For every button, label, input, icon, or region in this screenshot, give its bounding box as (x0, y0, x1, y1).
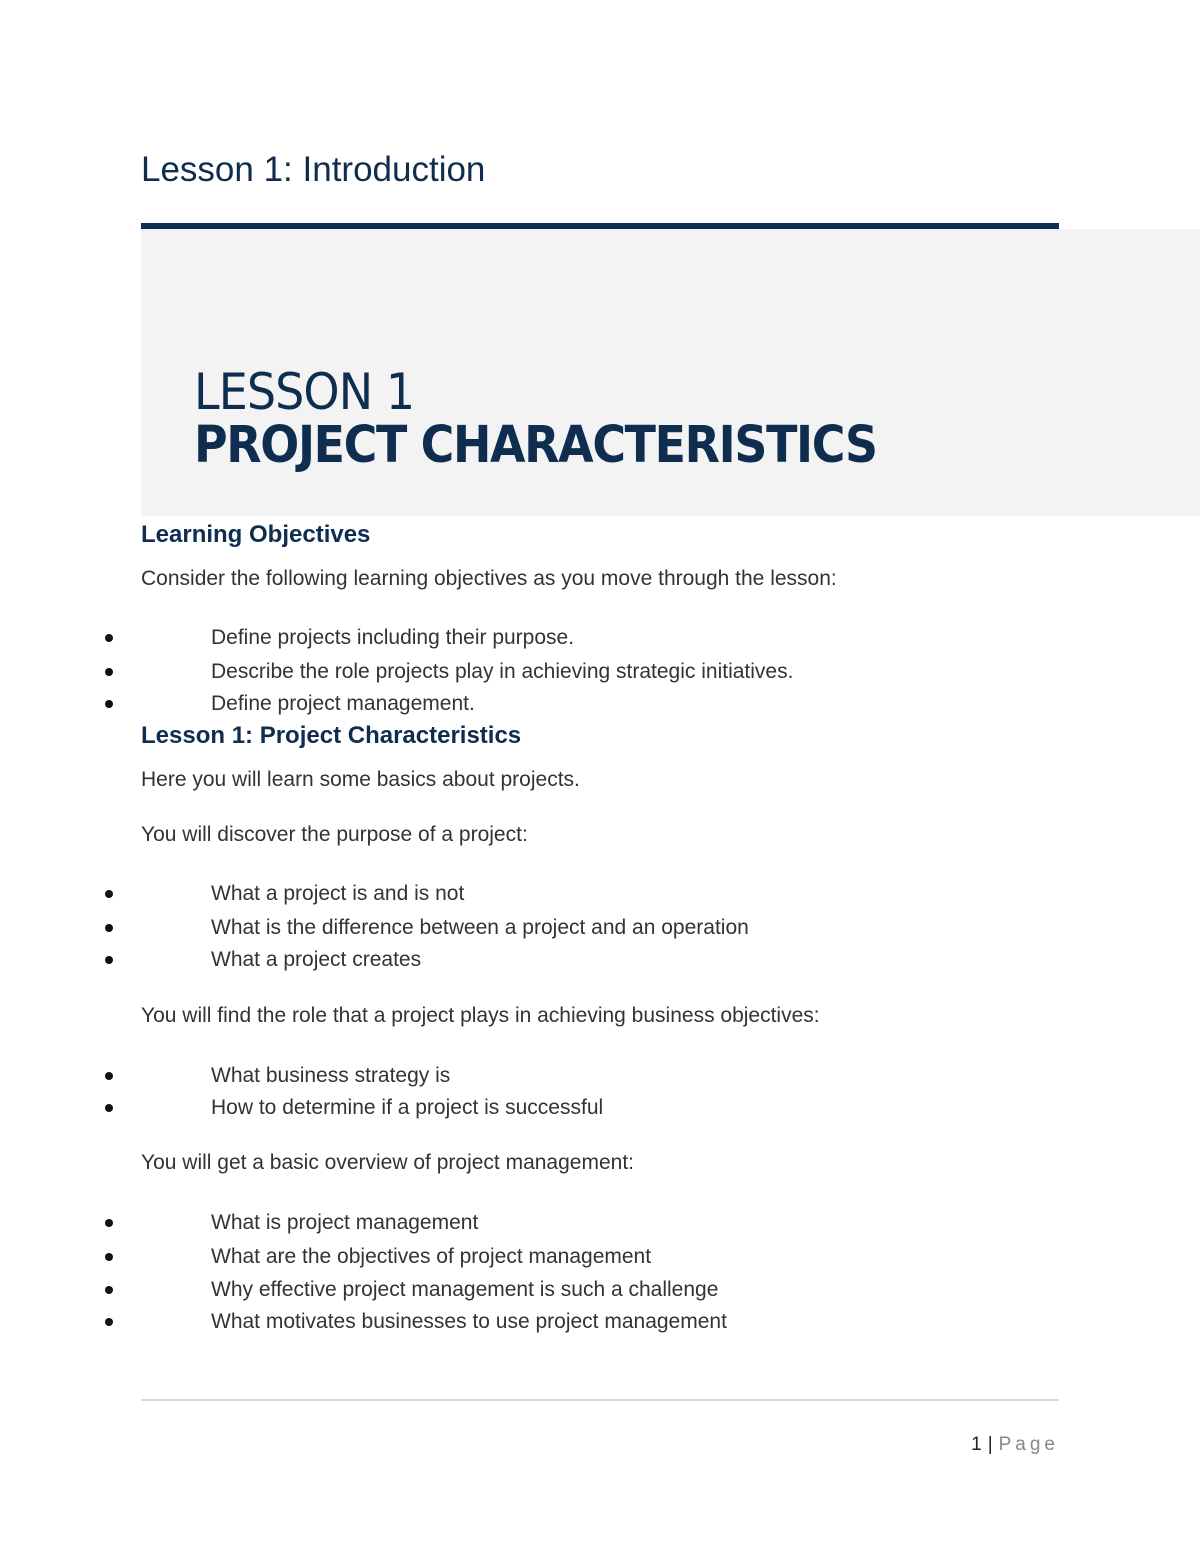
list-item: Define projects including their purpose. (211, 626, 575, 649)
banner-lesson-title: PROJECT CHARACTERISTICS (194, 416, 877, 475)
bullet-icon (105, 890, 113, 898)
banner-lesson-number: LESSON 1 (194, 363, 415, 421)
page-title: Lesson 1: Introduction (141, 150, 486, 189)
bullet-icon (105, 700, 113, 708)
bullet-icon (105, 1072, 113, 1080)
characteristics-intro: Here you will learn some basics about projects. (141, 768, 580, 791)
list-item: What are the objectives of project management (211, 1245, 652, 1268)
page-label: Page (998, 1434, 1059, 1455)
purpose-intro: You will discover the purpose of a project: (141, 823, 528, 846)
list-item: What motivates businesses to use project management (211, 1310, 727, 1333)
list-item: How to determine if a project is successful (211, 1096, 604, 1119)
list-item: Why effective project management is such a challenge (211, 1278, 719, 1301)
footer-divider (141, 1399, 1059, 1401)
bullet-icon (105, 1253, 113, 1261)
list-item: Define project management. (211, 692, 475, 715)
page-number: 1 (971, 1434, 982, 1455)
list-item: What business strategy is (211, 1064, 451, 1087)
list-item: What is project management (211, 1211, 479, 1234)
bullet-icon (105, 1318, 113, 1326)
overview-intro: You will get a basic overview of project management: (141, 1151, 634, 1174)
bullet-icon (105, 1104, 113, 1112)
bullet-icon (105, 668, 113, 676)
list-item: Describe the role projects play in achieving strategic initiatives. (211, 660, 794, 683)
list-item: What is the difference between a project and an operation (211, 916, 749, 939)
characteristics-heading: Lesson 1: Project Characteristics (141, 722, 522, 749)
role-intro: You will find the role that a project plays in achieving business objectives: (141, 1004, 820, 1027)
page-separator: | (987, 1434, 993, 1455)
bullet-icon (105, 956, 113, 964)
bullet-icon (105, 924, 113, 932)
bullet-icon (105, 1286, 113, 1294)
bullet-icon (105, 1219, 113, 1227)
learning-objectives-intro: Consider the following learning objectives as you move through the lesson: (141, 567, 837, 590)
list-item: What a project creates (211, 948, 422, 971)
learning-objectives-heading: Learning Objectives (141, 521, 371, 548)
list-item: What a project is and is not (211, 882, 465, 905)
page-footer (971, 1432, 1059, 1458)
bullet-icon (105, 634, 113, 642)
